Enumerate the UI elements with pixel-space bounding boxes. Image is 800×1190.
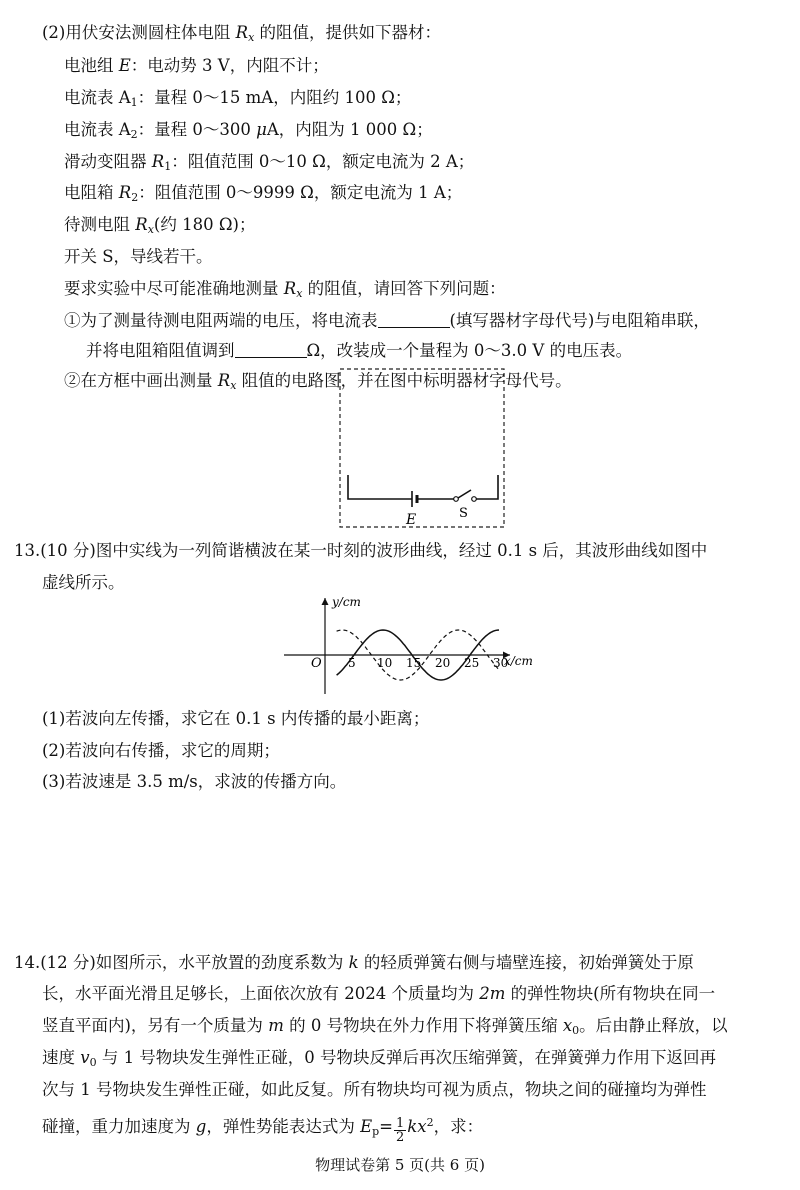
equipment-battery: 电池组 E：电动势 3 V，内阻不计； [64,56,329,75]
x-tick-label: 10 [377,656,393,670]
x-tick-label: 15 [406,656,422,670]
q14-line-1: 14.(12 分)如图所示，水平放置的劲度系数为 k 的轻质弹簧右侧与墙壁连接，初始弹簧处于原 [14,953,694,972]
equipment-ammeter-a1: 电流表 $A_1$：量程 0～15 mA，内阻约 100 Ω； [64,88,412,109]
q13-subquestion-1: (1)若波向左传播，求它在 0.1 s 内传播的最小距离； [42,709,430,728]
q14-line-4: 速度 $v_0$ 与 1 号物块发生弹性正碰，0 号物块反弹后再次压缩弹簧，在弹簧弹力作用下返回再 [42,1048,717,1069]
q13-subquestion-3: (3)若波速是 3.5 m/s，求波的传播方向。 [42,772,347,791]
question-1-line-2: 并将电阻箱阻值调到 Ω，改装成一个量程为 0～3.0 V 的电压表。 [86,341,633,360]
fraction: $\frac{1}{2}$ [395,1116,405,1145]
circuit-diagram-box [336,367,512,531]
answer-blank [378,312,450,328]
part2-intro: (2)用伏安法测圆柱体电阻 $R_x$ 的阻值，提供如下器材： [42,23,442,44]
q13-stem-line-1: 13.(10 分)图中实线为一列简谐横波在某一时刻的波形曲线，经过 0.1 s 后，其波形曲线如图中 [14,541,708,560]
q14-line-5: 次与 1 号物块发生弹性正碰，如此反复。所有物块均可视为质点，物块之间的碰撞均为弹性 [42,1080,707,1099]
question-2: ②在方框中画出测量 $R_x$ 阻值的电路图，并在图中标明器材字母代号。 [64,371,572,392]
equipment-rheostat-r1: 滑动变阻器 $R_1$：阻值范围 0～10 Ω，额定电流为 2 A； [64,152,475,173]
q14-line-3: 竖直平面内)，另有一个质量为 m 的 0 号物块在外力作用下将弹簧压缩 $x_0$。后由静止释放，以 [42,1016,728,1037]
x-tick-label: 30 [493,656,509,670]
battery-label: E [406,512,417,528]
equipment-resistor-rx: 待测电阻 $R_x$(约 180 Ω)； [64,215,256,236]
y-axis-label: y/cm [332,595,361,609]
equipment-switch: 开关 S，导线若干。 [64,247,213,266]
equipment-resistance-box-r2: 电阻箱 $R_2$：阻值范围 0～9999 Ω，额定电流为 1 A； [64,183,463,204]
switch-label: S [459,506,468,521]
switch-contact [472,497,477,502]
switch-pivot [454,497,459,502]
x-tick-labels [348,656,508,670]
origin-label: O [311,656,322,671]
x-axis-label: x/cm [504,654,533,668]
q14-line-2: 长，水平面光滑且足够长，上面依次放有 2024 个质量均为 2m 的弹性物块(所有物块在同一 [42,984,716,1003]
x-tick-label: 20 [435,656,451,670]
question-1-line-1: ①为了测量待测电阻两端的电压，将电流表 (填写器材字母代号)与电阻箱串联， [64,311,710,330]
q14-line-6: 碰撞，重力加速度为 g，弹性势能表达式为 $E_p=$ $\frac{1}{2}$ $kx^2$，求： [42,1116,484,1145]
q13-stem-line-2: 虚线所示。 [42,573,125,592]
page-footer: 物理试卷第 5 页(共 6 页) [315,1156,485,1174]
x-tick-label: 25 [464,656,480,670]
x-tick-label: 5 [348,656,356,670]
wave-graph [282,590,542,700]
switch-lever [458,490,471,498]
part2-requirement: 要求实验中尽可能准确地测量 $R_x$ 的阻值，请回答下列问题： [64,279,506,300]
equipment-ammeter-a2: 电流表 $A_2$：量程 0～300 μA，内阻为 1 000 Ω； [64,120,433,141]
q13-subquestion-2: (2)若波向右传播，求它的周期； [42,741,280,760]
answer-blank [235,342,307,358]
